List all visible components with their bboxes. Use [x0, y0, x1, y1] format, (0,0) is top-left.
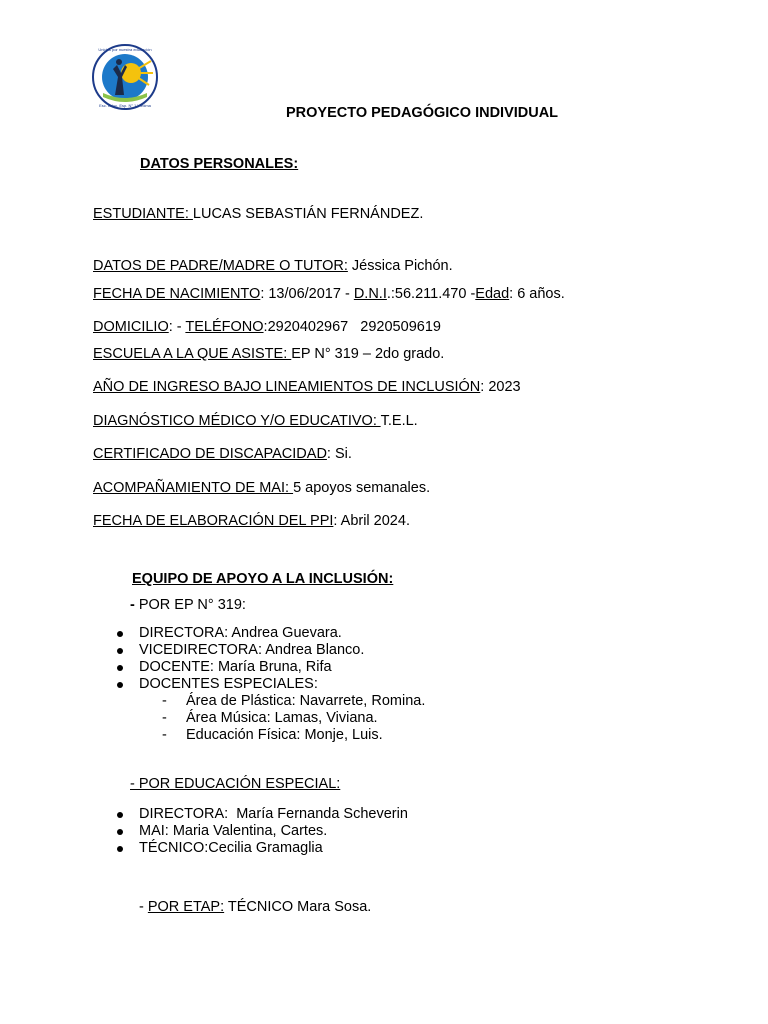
escuela-value: EP N° 319 – 2do grado.: [291, 346, 445, 362]
tutor-label: DATOS DE PADRE/MADRE O TUTOR:: [93, 258, 348, 274]
elaboracion-value: : Abril 2024.: [333, 513, 410, 529]
list-item: TÉCNICO:Cecilia Gramaglia: [139, 840, 323, 856]
escuela-label: ESCUELA A LA QUE ASISTE:: [93, 346, 292, 362]
datos-personales-heading: DATOS PERSONALES:: [140, 156, 299, 172]
ingreso-line: [93, 379, 521, 395]
equipo-heading: EQUIPO DE APOYO A LA INCLUSIÓN:: [132, 571, 394, 587]
dni-label: D.N.I: [353, 286, 387, 302]
diagnostico-value: T.E.L.: [380, 413, 418, 429]
certificado-label: CERTIFICADO DE DISCAPACIDAD: [93, 446, 327, 462]
dni-value: .:56.211.470 -: [386, 286, 476, 302]
list-item: DOCENTES ESPECIALES:: [139, 676, 318, 692]
tutor-value: Jéssica Pichón.: [347, 258, 453, 274]
list-item: DIRECTORA: María Fernanda Scheverin: [139, 806, 408, 822]
domicilio-label: DOMICILIO: [93, 319, 169, 335]
ingreso-label: AÑO DE INGRESO BAJO LINEAMIENTOS DE INCLUSIÓN: [93, 379, 481, 395]
bullet-icon: [117, 812, 123, 818]
diagnostico-line: [93, 413, 418, 429]
bullet-icon: [117, 829, 123, 835]
acompanamiento-line: [93, 480, 430, 496]
bullet-icon: [117, 665, 123, 671]
certificado-value: : Si.: [326, 446, 352, 462]
nacimiento-value: : 13/06/2017 -: [260, 286, 354, 302]
list-item: DOCENTE: María Bruna, Rifa: [139, 659, 332, 675]
acompanamiento-label: ACOMPAÑAMIENTO DE MAI:: [93, 480, 294, 496]
por-especial-heading: - POR EDUCACIÓN ESPECIAL:: [130, 776, 341, 792]
domicilio-sep: : -: [168, 319, 186, 335]
por-ep-dash: -: [130, 597, 139, 613]
sublist-item: Área de Plástica: Navarrete, Romina.: [186, 693, 426, 709]
por-etap-line: [139, 899, 371, 915]
elaboracion-label: FECHA DE ELABORACIÓN DEL PPI: [93, 513, 334, 529]
por-ep-line: [130, 597, 246, 613]
svg-text:Unidos por nuestra educación: Unidos por nuestra educación: [98, 47, 152, 52]
document-title: PROYECTO PEDAGÓGICO INDIVIDUAL: [286, 105, 559, 121]
edad-value: : 6 años.: [509, 286, 565, 302]
bullet-icon: [117, 682, 123, 688]
svg-text:Esc. Educ. Esp. N° 1 Viedma: Esc. Educ. Esp. N° 1 Viedma: [99, 103, 151, 108]
escuela-line: [93, 346, 444, 362]
sublist-item: Área Música: Lamas, Viviana.: [186, 710, 378, 726]
nacimiento-label: FECHA DE NACIMIENTO: [93, 286, 261, 302]
tutor-line: [93, 258, 453, 274]
por-etap-label: POR ETAP:: [147, 899, 225, 915]
acompanamiento-value: 5 apoyos semanales.: [293, 480, 431, 496]
por-ep-label: POR EP N° 319:: [138, 597, 246, 613]
por-etap-dash: -: [139, 899, 148, 915]
dash-icon: -: [162, 727, 167, 743]
list-item: MAI: Maria Valentina, Cartes.: [139, 823, 328, 839]
bullet-icon: [117, 648, 123, 654]
dash-icon: -: [162, 693, 167, 709]
diagnostico-label: DIAGNÓSTICO MÉDICO Y/O EDUCATIVO:: [93, 413, 381, 429]
estudiante-value: LUCAS SEBASTIÁN FERNÁNDEZ.: [192, 206, 424, 222]
school-logo: [91, 43, 159, 111]
telefono-label: TELÉFONO: [185, 319, 264, 335]
estudiante-label: ESTUDIANTE:: [93, 206, 193, 222]
estudiante-line: [93, 206, 423, 222]
list-item: VICEDIRECTORA: Andrea Blanco.: [139, 642, 365, 658]
elaboracion-line: [93, 513, 410, 529]
bullet-icon: [117, 846, 123, 852]
ingreso-value: : 2023: [480, 379, 521, 395]
por-etap-value: TÉCNICO Mara Sosa.: [224, 899, 372, 915]
domicilio-line: [93, 319, 441, 335]
telefono-value: :2920402967 2920509619: [263, 319, 441, 335]
sublist-item: Educación Física: Monje, Luis.: [186, 727, 383, 743]
bullet-icon: [117, 631, 123, 637]
list-item: DIRECTORA: Andrea Guevara.: [139, 625, 342, 641]
edad-label: Edad: [475, 286, 510, 302]
nacimiento-line: [93, 286, 565, 302]
certificado-line: [93, 446, 352, 462]
dash-icon: -: [162, 710, 167, 726]
